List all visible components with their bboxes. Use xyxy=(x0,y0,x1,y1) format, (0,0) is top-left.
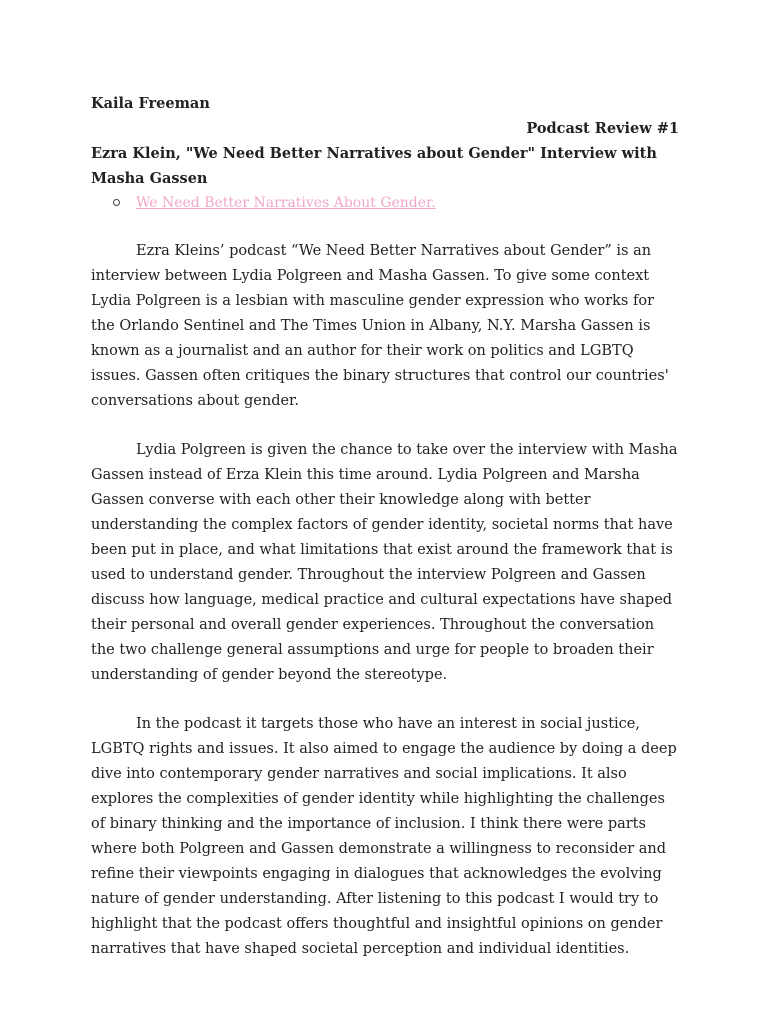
hollow-circle-bullet-icon xyxy=(113,199,120,206)
review-label: Podcast Review #1 xyxy=(526,120,679,137)
spacer xyxy=(91,688,679,712)
spacer xyxy=(91,414,679,438)
spacer xyxy=(91,216,679,239)
review-title: Ezra Klein, "We Need Better Narratives about Gender" Interview with Masha Gassen xyxy=(91,145,657,187)
podcast-source-link[interactable]: We Need Better Narratives About Gender. xyxy=(136,195,436,211)
document-page xyxy=(91,91,679,962)
paragraph-analysis: In the podcast it targets those who have an interest in social justice, LGBTQ rights and issues. It also aimed to engage the audience by doing a deep dive into contemporary gender narratives and social implications. It also explores the complexities of gender identity while highlighting the challenges of binary thinking and the importance of inclusion. I think there were parts where both Polgreen and Gassen demonstrate a willingness to reconsider and refine their viewpoints engaging in dialogues that acknowledges the evolving nature of gender understanding. After listening to this podcast I would try to highlight that the podcast offers thoughtful and insightful opinions on gender narratives that have shaped societal perception and individual identities. xyxy=(91,716,677,957)
paragraph-introduction: Ezra Kleins’ podcast “We Need Better Narratives about Gender” is an interview between Lydia Polgreen and Masha Gassen. To give some context Lydia Polgreen is a lesbian with masculine gender expression who works for the Orlando Sentinel and The Times Union in Albany, N.Y. Marsha Gassen is known as a journalist and an author for their work on politics and LGBTQ issues. Gassen often critiques the binary structures that control our countries' conversations about gender. xyxy=(91,243,669,409)
paragraph-summary: Lydia Polgreen is given the chance to take over the interview with Masha Gassen instead of Erza Klein this time around. Lydia Polgreen and Marsha Gassen converse with each other their knowledge along with better understanding the complex factors of gender identity, societal norms that have been put in place, and what limitations that exist around the framework that is used to understand gender. Throughout the interview Polgreen and Gassen discuss how language, medical practice and cultural expectations have shaped their personal and overall gender experiences. Throughout the conversation the two challenge general assumptions and urge for people to broaden their understanding of gender beyond the stereotype. xyxy=(91,442,678,683)
list-item xyxy=(91,191,679,216)
source-link-list xyxy=(91,191,679,216)
author-name: Kaila Freeman xyxy=(91,95,210,112)
